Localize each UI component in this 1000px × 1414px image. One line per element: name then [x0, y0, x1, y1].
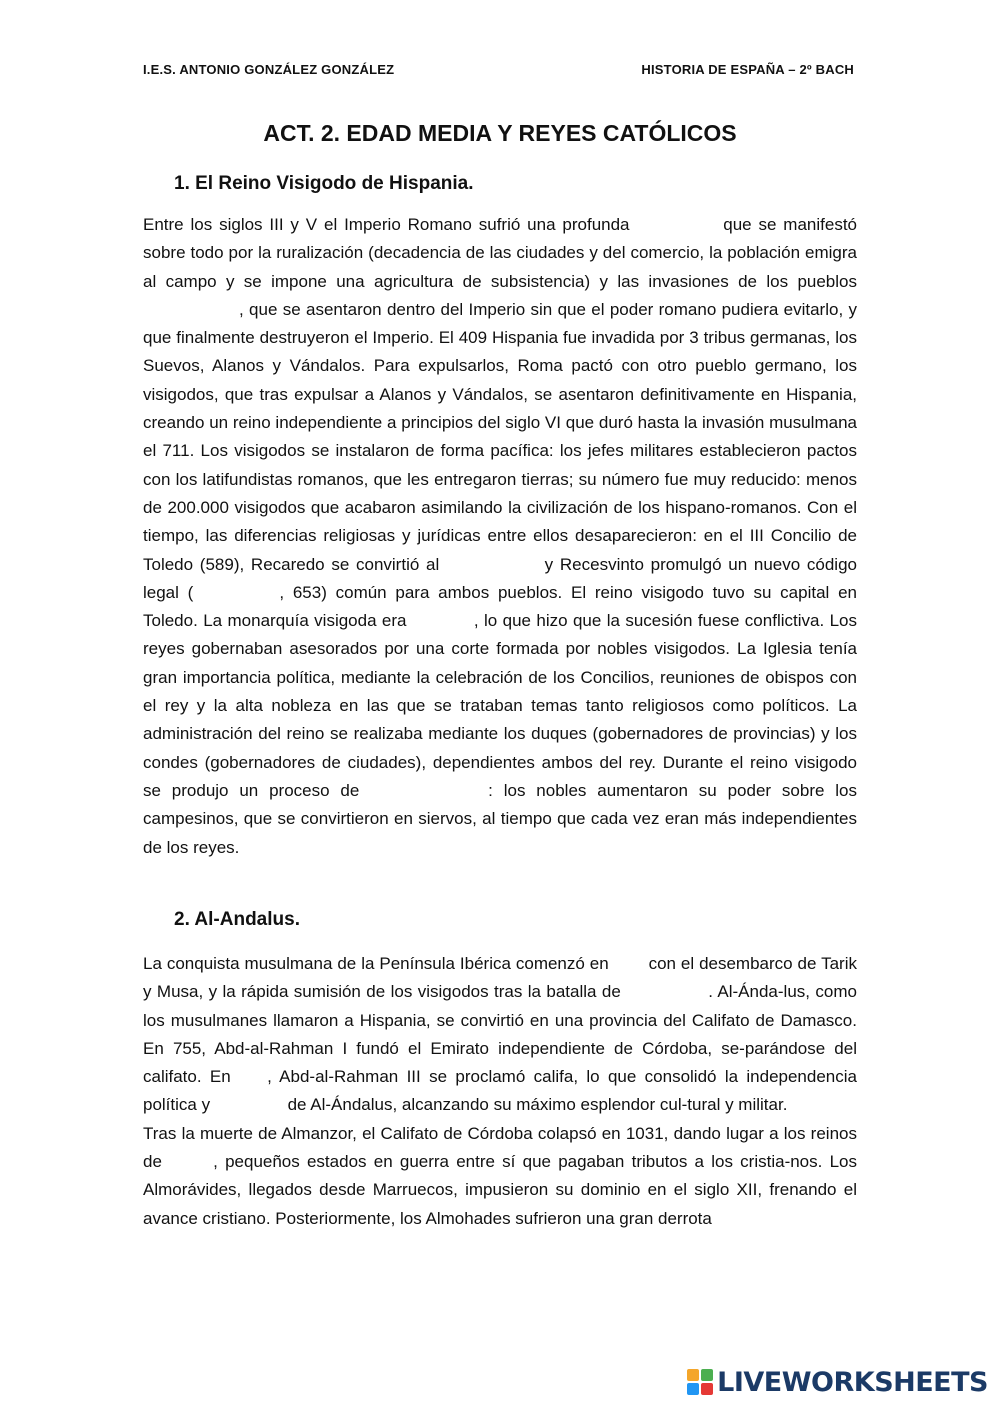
- course-name: HISTORIA DE ESPAÑA – 2º BACH: [641, 62, 854, 77]
- blank-battle[interactable]: [626, 980, 708, 997]
- text-segment: , 653) común para ambos pueblos. El reino visigodo tuvo su capital en Toledo. La monarquía visigoda era: [143, 582, 857, 631]
- logo-square: [701, 1383, 713, 1395]
- text-segment: que se manifestó sobre todo por la ruralización (decadencia de las ciudades y del comercio, la población emigra al campo y se impone una agricultura de subsistencia) y las invasiones de los pueblos: [143, 215, 858, 291]
- text-segment: , pequeños estados en guerra entre sí que pagaban tributos a los cristia-nos. Los Almorávides, llegados desde Marruecos, impusieron su dominio en el siglo XII, frenando el avance cristiano. Posteriormente, los Almohades sufrieron una gran derrota: [143, 1152, 857, 1228]
- blank-year-conquest[interactable]: [614, 952, 644, 969]
- page-title: ACT. 2. EDAD MEDIA Y REYES CATÓLICOS: [263, 120, 737, 146]
- text-segment: , Abd-al-Rahman III se proclamó califa, lo que consolidó la independencia política y: [143, 1067, 857, 1115]
- logo-square: [701, 1369, 713, 1381]
- blank-taifas[interactable]: [169, 1150, 213, 1167]
- text-segment: Tras la muerte de Almanzor, el Califato de Córdoba colapsó en 1031, dando lugar a los reinos de: [143, 1123, 857, 1172]
- liveworksheets-logo: [687, 1364, 988, 1400]
- blank-year-califato[interactable]: [239, 1065, 267, 1082]
- text-segment: Entre los siglos III y V el Imperio Romano sufrió una profunda: [143, 215, 630, 234]
- blank-religiosa[interactable]: [215, 1093, 283, 1110]
- text-segment: de Al-Ándalus, alcanzando su máximo esplendor cul-tural y militar.: [287, 1095, 788, 1115]
- text-segment: : los nobles aumentaron su poder sobre los campesinos, que se convirtieron en siervos, al tiempo que cada vez eran más independientes de los reyes.: [143, 780, 858, 857]
- text-segment: y Recesvinto promulgó un nuevo código legal (: [143, 554, 857, 602]
- liveworksheets-mark-icon: [687, 1369, 713, 1395]
- liveworksheets-wordmark: LIVEWORKSHEETS: [717, 1366, 988, 1398]
- text-segment: . Al-Ánda-lus, como los musulmanes llamaron a Hispania, se convirtió en una provincia del Califato de Damasco. En 755, Abd-al-Rahman I fundó el Emirato independiente de Córdoba, se-parándose del califato. En: [143, 982, 857, 1087]
- school-name: I.E.S. ANTONIO GONZÁLEZ GONZÁLEZ: [143, 62, 395, 77]
- blank-crisis[interactable]: [636, 213, 716, 230]
- text-segment: , lo que hizo que la sucesión fuese conflictiva. Los reyes gobernaban asesorados por una corte formada por nobles visigodos. La Iglesia tenía gran importancia política, mediante la celebración de los Concilios, reuniones de obispos con el rey y la alta nobleza en las que se trataban temas tanto religiosos como políticos. La administración del reino se realizaba mediante los duques (gobernadores de provincias) y los condes (gobernadores de ciudades), dependientes ambos del rey. Durante el reino visigodo se produjo un proceso de: [143, 611, 857, 800]
- blank-feudalizacion[interactable]: [370, 779, 488, 796]
- blank-electiva[interactable]: [412, 609, 474, 626]
- logo-square: [687, 1369, 699, 1381]
- logo-square: [687, 1383, 699, 1395]
- blank-catolicismo[interactable]: [446, 553, 538, 570]
- text-segment: La conquista musulmana de la Península Ibérica comenzó en: [143, 954, 609, 973]
- blank-germanicos[interactable]: [143, 298, 239, 315]
- section-body-al-andalus: [143, 950, 857, 1233]
- blank-liber-iudiciorum[interactable]: [193, 581, 279, 598]
- section-heading-al-andalus: 2. Al-Andalus.: [174, 909, 300, 930]
- section-body-visigodo: [143, 211, 857, 862]
- text-segment: con el desembarco de Tarik y Musa, y la rápida sumisión de los visigodos tras la batalla de: [143, 954, 857, 1002]
- section-heading-visigodo: 1. El Reino Visigodo de Hispania.: [174, 173, 474, 194]
- text-segment: , que se asentaron dentro del Imperio sin que el poder romano pudiera evitarlo, y que finalmente destruyeron el Imperio. El 409 Hispania fue invadida por 3 tribus germanas, los Suevos, Alanos y Vándalos. Para expulsarlos, Roma pactó con otro pueblo germano, los visigodos, que tras expulsar a Alanos y Vándalos, se asentaron definitivamente en Hispania, creando un reino independiente a principios del siglo VI que duró hasta la invasión musulmana el 711. Los visigodos se instalaron de forma pacífica: los jefes militares establecieron pactos con los latifundistas romanos, que les entregaron tierras; su número fue muy reducido: menos de 200.000 visigodos que acabaron asimilando la civilización de los hispano-romanos. Con el tiempo, las diferencias religiosas y jurídicas entre ellos desaparecieron: en el III Concilio de Toledo (589), Recaredo se convirtió al: [143, 299, 857, 574]
